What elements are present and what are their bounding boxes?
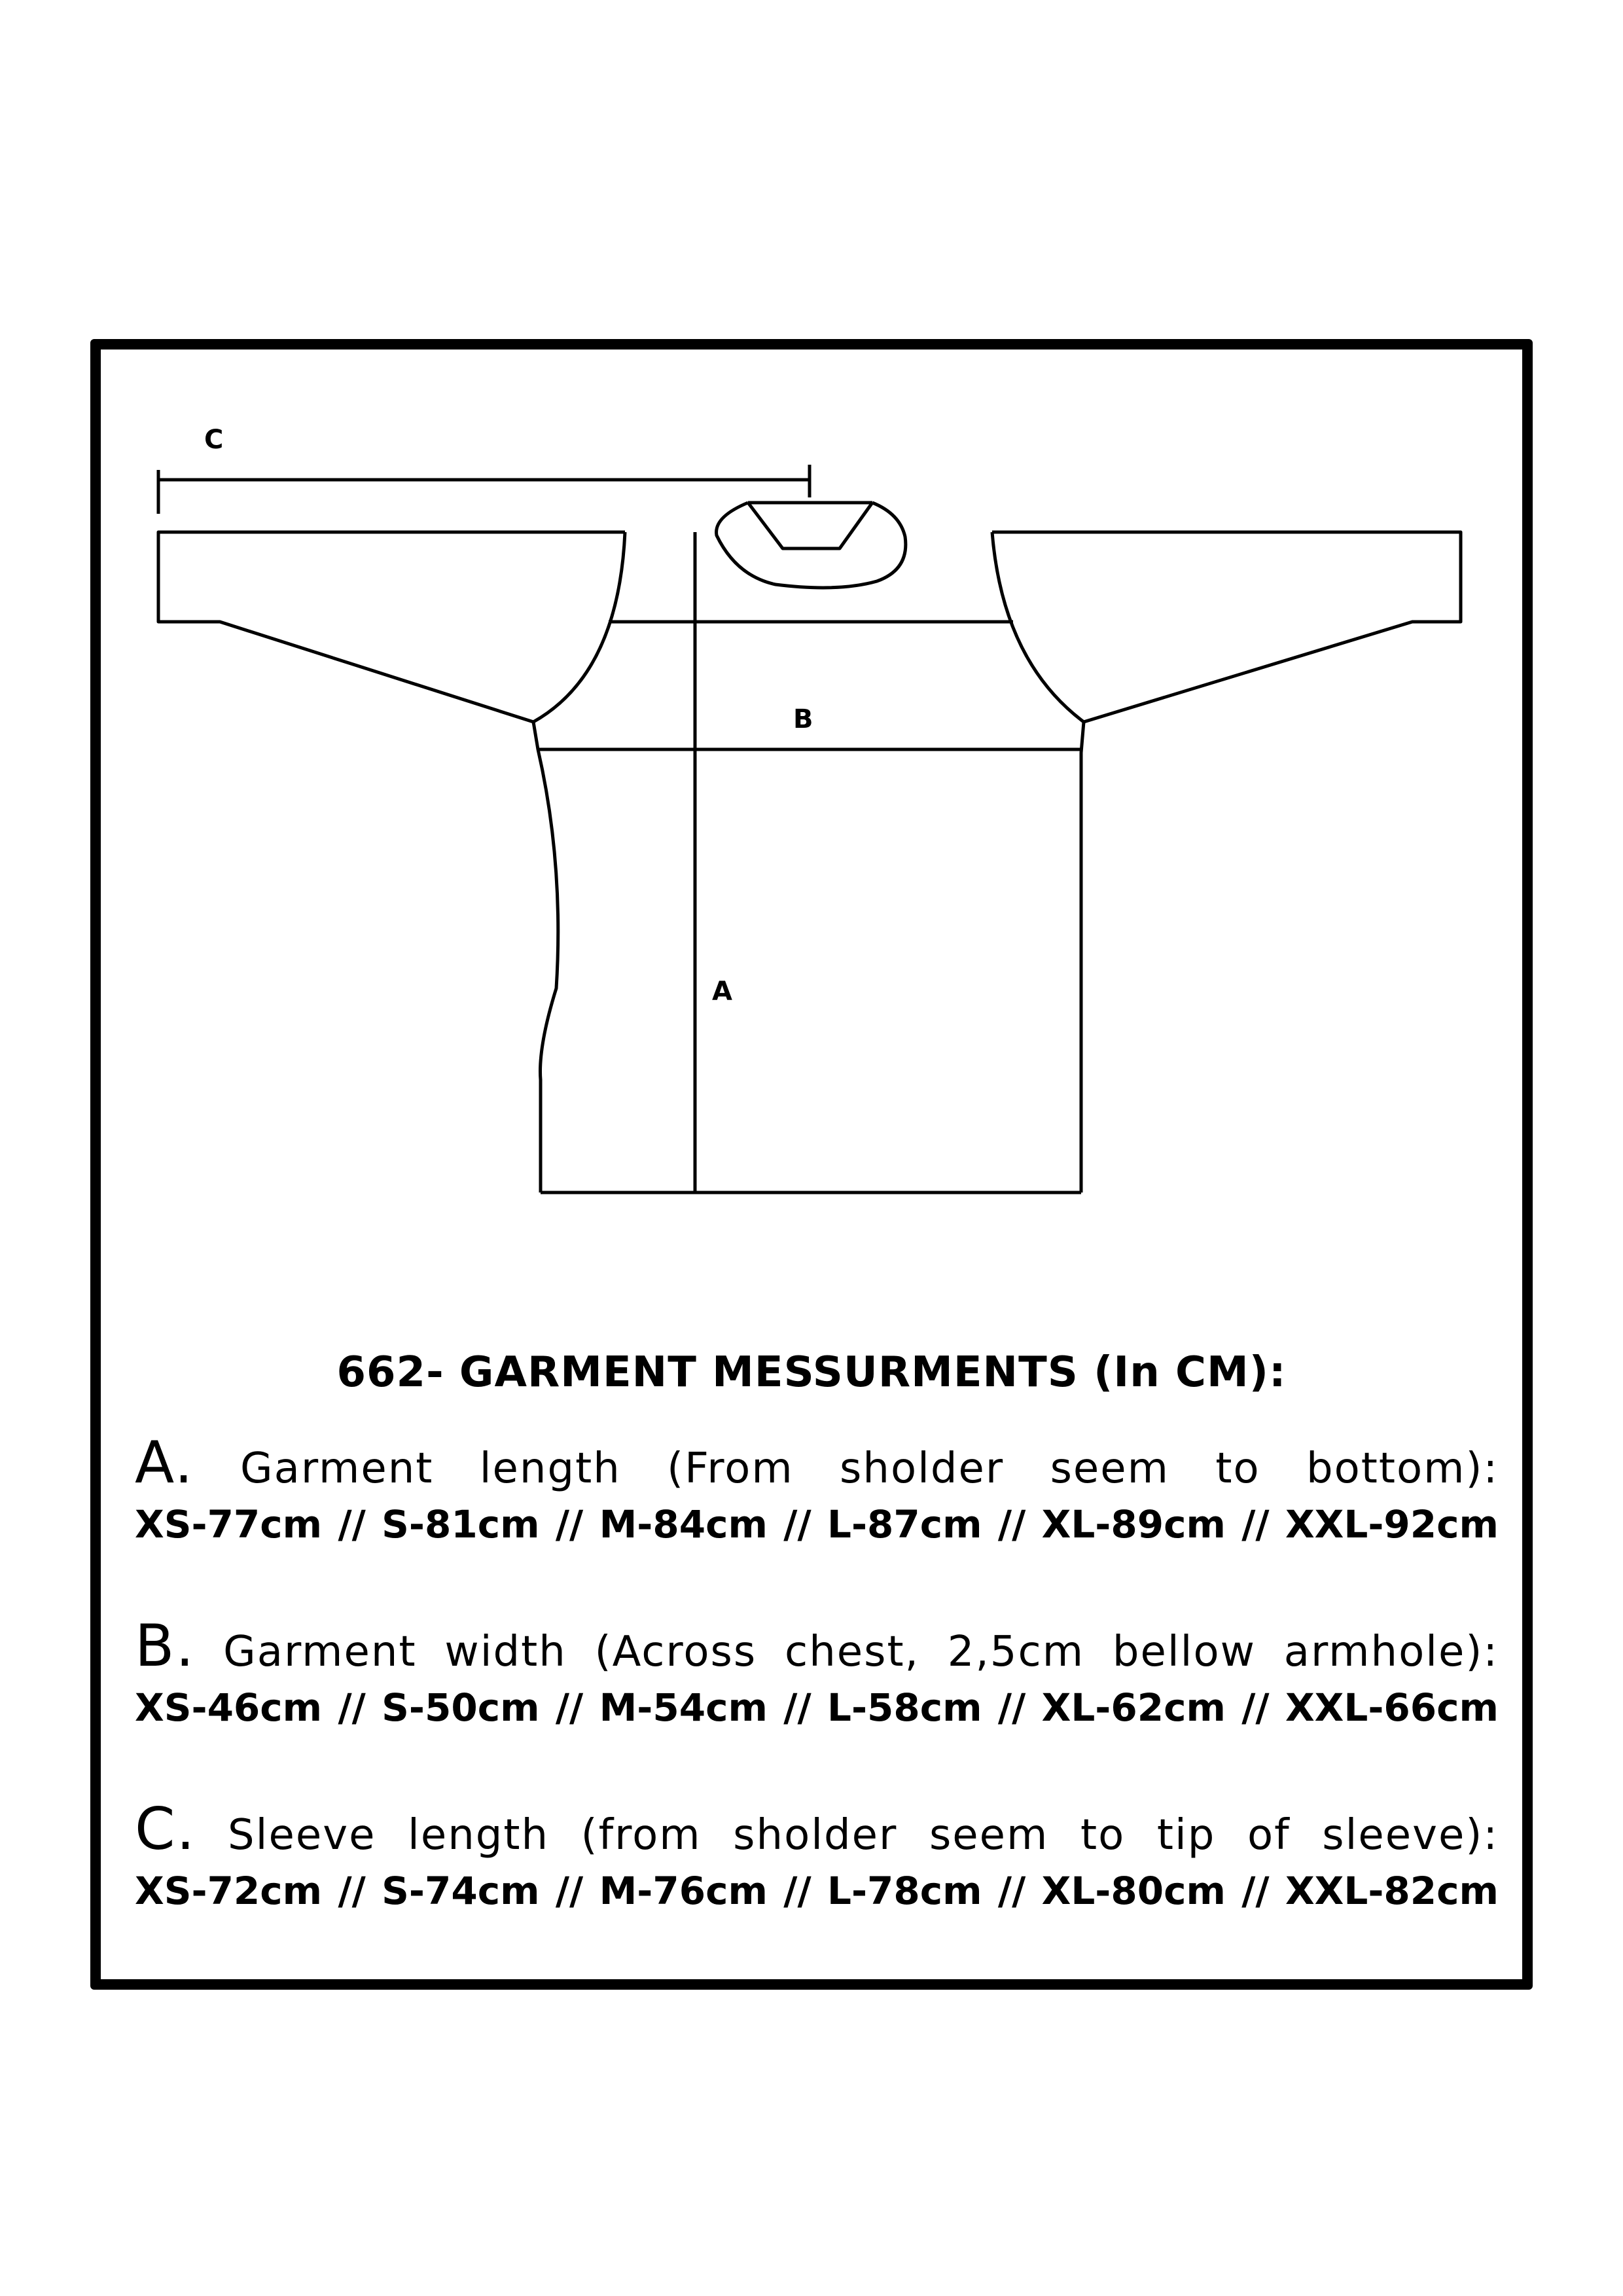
left-raglan-seam (533, 532, 625, 722)
label-c: C (204, 425, 224, 455)
measurements-title: 662- GARMENT MESSURMENTS (In CM): (336, 1348, 1287, 1397)
measurement-b-sizes: XS-46cm // S-50cm // M-54cm // L-58cm // XL-62cm // XXL-66cm (135, 1685, 1499, 1730)
left-body-side (533, 722, 558, 1193)
right-sleeve-outline (992, 532, 1461, 722)
measurement-a-description: A. Garment length (From sholder seem to bottom): (135, 1429, 1499, 1496)
measurement-c (135, 1795, 1499, 1917)
measurement-a (135, 1429, 1499, 1551)
measurement-a-letter: A. (135, 1429, 194, 1496)
left-sleeve-outline (158, 532, 625, 722)
neckline-outer (717, 503, 906, 588)
measurement-b (135, 1612, 1499, 1734)
measurement-b-letter: B. (135, 1612, 196, 1679)
measurement-a-sizes: XS-77cm // S-81cm // M-84cm // L-87cm // XL-89cm // XXL-92cm (135, 1502, 1499, 1547)
label-a: A (712, 977, 732, 1007)
right-body-side (1081, 722, 1084, 1193)
measurement-c-description: C. Sleeve length (from sholder seem to tip of sleeve): (135, 1795, 1499, 1863)
measurement-c-letter: C. (135, 1795, 196, 1863)
measurement-c-sizes: XS-72cm // S-74cm // M-76cm // L-78cm // XL-80cm // XXL-82cm (135, 1869, 1499, 1913)
right-raglan-seam (992, 532, 1084, 722)
measurement-b-description: B. Garment width (Across chest, 2,5cm bellow armhole): (135, 1612, 1499, 1679)
neckline-inner (748, 503, 872, 548)
label-b: B (793, 704, 813, 734)
